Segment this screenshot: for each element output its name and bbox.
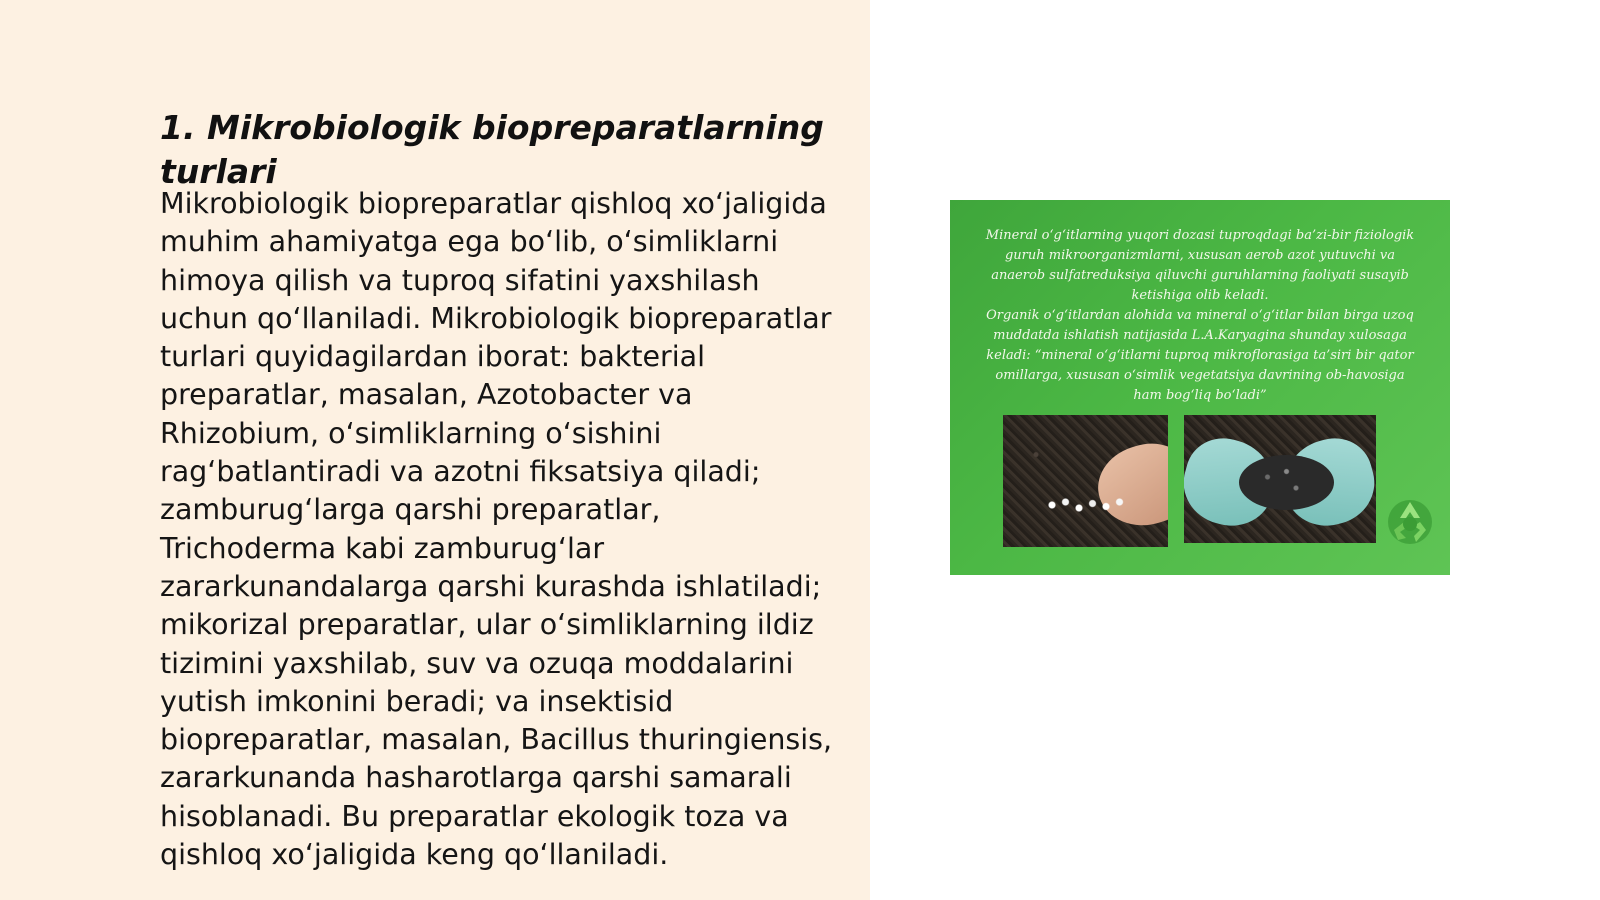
fertilizer-image-card [950, 200, 1450, 575]
slide-title: 1. Mikrobiologik biopreparatlarning turlari [160, 108, 824, 191]
card-text-block [980, 226, 1420, 406]
hand-shape [1088, 432, 1168, 537]
recycle-icon [1380, 490, 1440, 550]
hand-with-fertilizer-photo [1003, 415, 1168, 547]
slide-body-text: Mikrobiologik biopreparatlar qishloq xo‘jaligida muhim ahamiyatga ega bo‘lib, o‘simliklarni himoya qilish va tuproq sifatini yaxshilash uchun qo‘llaniladi. Mikrobiologik biopreparatlar turlari quyidagilardan iborat: bakterial preparatlar, masalan, Azotobacter va Rhizobium, o‘simliklarning o‘sishini rag‘batlantiradi va azotni fiksatsiya qiladi; zamburug‘larga qarshi preparatlar, Trichoderma kabi zamburug‘lar zararkunandalarga qarshi kurashda ishlatiladi; mikorizal preparatlar, ular o‘simliklarning ildiz tizimini yaxshilab, suv va ozuqa moddalarini yutish imkonini beradi; va insektisid biopreparatlar, masalan, Bacillus thuringiensis, zararkunanda hasharotlarga qarshi samarali hisoblanadi. Bu preparatlar ekologik toza va qishloq xo‘jaligida keng qo‘llaniladi. [160, 187, 833, 872]
gloved-hands-soil-photo [1184, 415, 1376, 543]
card-paragraph-1: Mineral o‘g‘itlarning yuqori dozasi tuproqdagi ba’zi-bir fiziologik guruh mikroorganizmlarni, xususan aerob azot yutuvchi va anaerob sulfatreduksiya qiluvchi guruhlarning faoliyati susayib ketishiga olib keladi. [985, 228, 1415, 303]
fertilizer-granules [1043, 490, 1133, 520]
soil-pile [1239, 455, 1334, 510]
card-paragraph-2: Organik o‘g‘itlardan alohida va mineral o‘g‘itlar bilan birga uzoq muddatda ishlatish natijasida L.A.Karyagina shunday xulosaga keladi: “mineral o‘g‘itlarni tuproq mikroflorasiga ta’siri bir qator omillarga, xususan o‘simlik vegetatsiya davrining ob-havosiga ham bog‘liq bo‘ladi” [986, 308, 1414, 403]
